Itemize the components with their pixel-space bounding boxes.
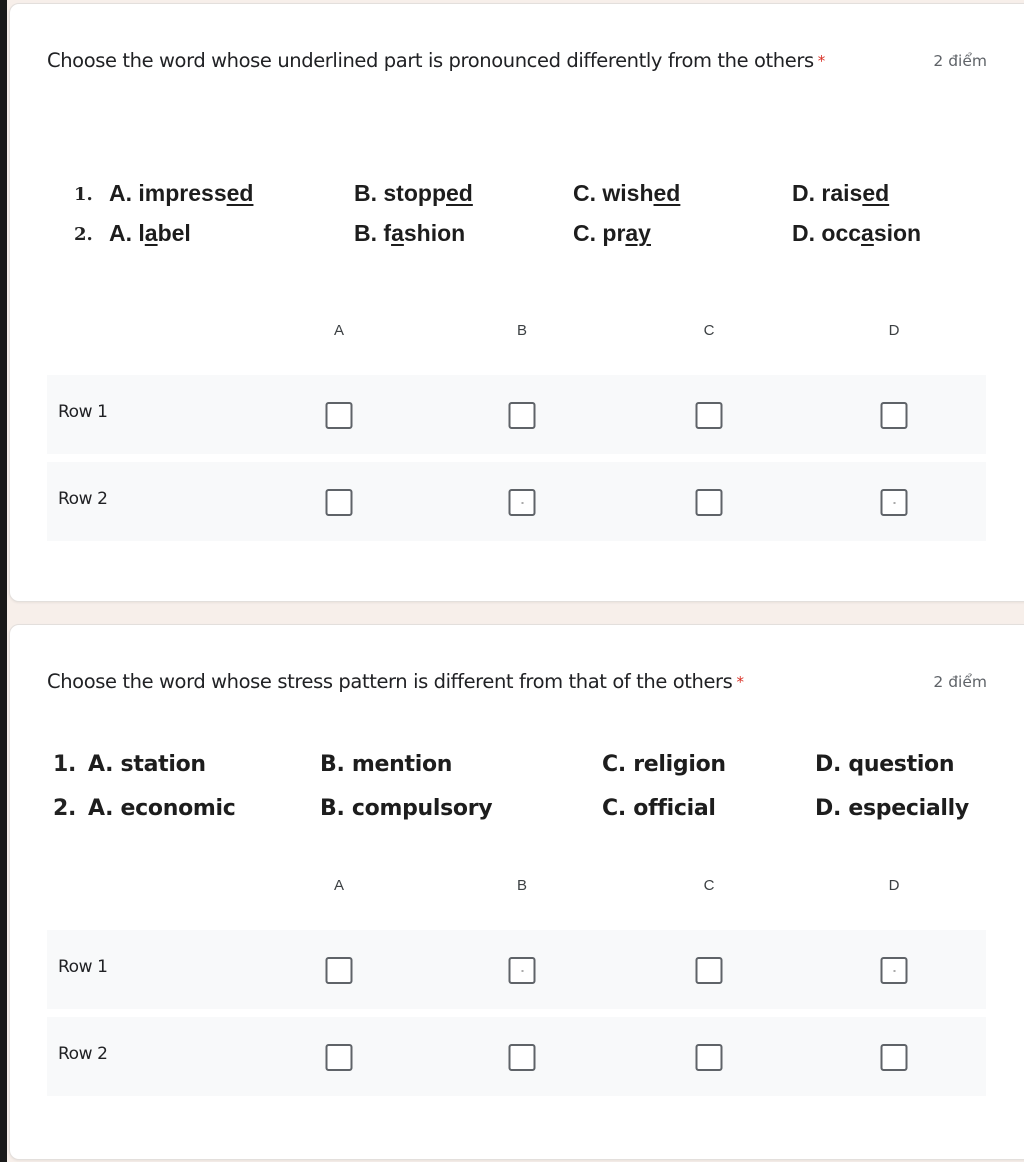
option-text: bel: [157, 220, 191, 246]
question-card-1: [9, 3, 1024, 602]
option-number: 1.: [74, 184, 93, 205]
option-b: [354, 220, 465, 247]
grid-row-1: [47, 375, 986, 454]
option-number: 1.: [53, 752, 77, 777]
option-c: C. official: [602, 796, 716, 821]
option-d: [792, 180, 889, 207]
underlined-part: ed: [862, 180, 890, 206]
column-header-a: A: [333, 322, 345, 339]
column-header-b: B: [516, 322, 528, 339]
option-text: C. pr: [573, 220, 626, 246]
required-asterisk: *: [736, 673, 744, 691]
row-label: Row 1: [58, 402, 108, 422]
option-text: shion: [403, 220, 466, 246]
underlined-part: ed: [446, 180, 473, 206]
row-label: Row 1: [58, 957, 108, 977]
question-title: [47, 663, 887, 701]
checkbox-row1-a[interactable]: [326, 402, 353, 429]
checkbox-row2-b[interactable]: [509, 489, 536, 516]
option-d: D. especially: [815, 796, 969, 821]
option-text: B. f: [354, 220, 392, 246]
grid-header: [10, 877, 1010, 907]
option-b: [354, 180, 473, 207]
option-b: B. mention: [320, 752, 453, 777]
question-card-2: [9, 624, 1024, 1160]
options-line-1: [10, 180, 1010, 220]
option-text: B. stopp: [354, 180, 446, 206]
checkbox-row2-d[interactable]: [881, 489, 908, 516]
checkbox-row2-b[interactable]: [509, 1044, 536, 1071]
grid-header: [10, 322, 1010, 352]
option-a: [109, 180, 253, 207]
row-label: Row 2: [58, 1044, 108, 1064]
grid-row-1: [47, 930, 986, 1009]
column-header-d: D: [888, 877, 900, 894]
grid-row-2: [47, 1017, 986, 1096]
question-text: Choose the word whose underlined part is pronounced differently from the others: [47, 49, 814, 72]
column-header-b: B: [516, 877, 528, 894]
option-a: A. station: [88, 752, 206, 777]
checkbox-row2-d[interactable]: [881, 1044, 908, 1071]
option-text: D. rais: [792, 180, 863, 206]
underlined-part: ay: [625, 220, 651, 246]
option-d: [792, 220, 921, 247]
column-header-c: C: [703, 322, 715, 339]
checkbox-row2-c[interactable]: [696, 1044, 723, 1071]
option-text: C. wish: [573, 180, 654, 206]
required-asterisk: *: [817, 52, 825, 70]
underlined-part: a: [861, 220, 874, 246]
option-c: C. religion: [602, 752, 726, 777]
question-title: [47, 42, 887, 80]
underlined-part: a: [391, 220, 404, 246]
checkbox-row1-b[interactable]: [509, 957, 536, 984]
option-text: D. occ: [792, 220, 862, 246]
points-label: 2 điểm: [933, 52, 987, 70]
checkbox-row1-a[interactable]: [326, 957, 353, 984]
option-number: 2.: [74, 224, 93, 245]
options-block: [10, 180, 1010, 260]
window-edge: [0, 0, 7, 1162]
checkbox-row1-d[interactable]: [881, 957, 908, 984]
options-line-2: [10, 796, 1010, 840]
column-header-d: D: [888, 322, 900, 339]
option-text: A. impress: [109, 180, 227, 206]
checkbox-row1-c[interactable]: [696, 402, 723, 429]
options-block: [10, 752, 1010, 840]
column-header-c: C: [703, 877, 715, 894]
option-b: B. compulsory: [320, 796, 493, 821]
underlined-part: ed: [226, 180, 254, 206]
checkbox-row2-a[interactable]: [326, 1044, 353, 1071]
column-header-a: A: [333, 877, 345, 894]
underlined-part: a: [144, 220, 158, 246]
option-c: [573, 180, 680, 207]
options-line-1: [10, 752, 1010, 796]
grid-row-2: [47, 462, 986, 541]
underlined-part: ed: [653, 180, 681, 206]
row-label: Row 2: [58, 489, 108, 509]
question-text: Choose the word whose stress pattern is different from that of the others: [47, 670, 733, 693]
option-number: 2.: [53, 796, 77, 821]
option-c: [573, 220, 651, 247]
option-d: D. question: [815, 752, 955, 777]
option-text: sion: [873, 220, 922, 246]
checkbox-row2-c[interactable]: [696, 489, 723, 516]
option-a: A. economic: [88, 796, 236, 821]
points-label: 2 điểm: [933, 673, 987, 691]
checkbox-row1-d[interactable]: [881, 402, 908, 429]
option-text: A. l: [109, 220, 145, 246]
checkbox-row2-a[interactable]: [326, 489, 353, 516]
options-line-2: [10, 220, 1010, 260]
option-a: [109, 220, 191, 247]
checkbox-row1-b[interactable]: [509, 402, 536, 429]
checkbox-row1-c[interactable]: [696, 957, 723, 984]
